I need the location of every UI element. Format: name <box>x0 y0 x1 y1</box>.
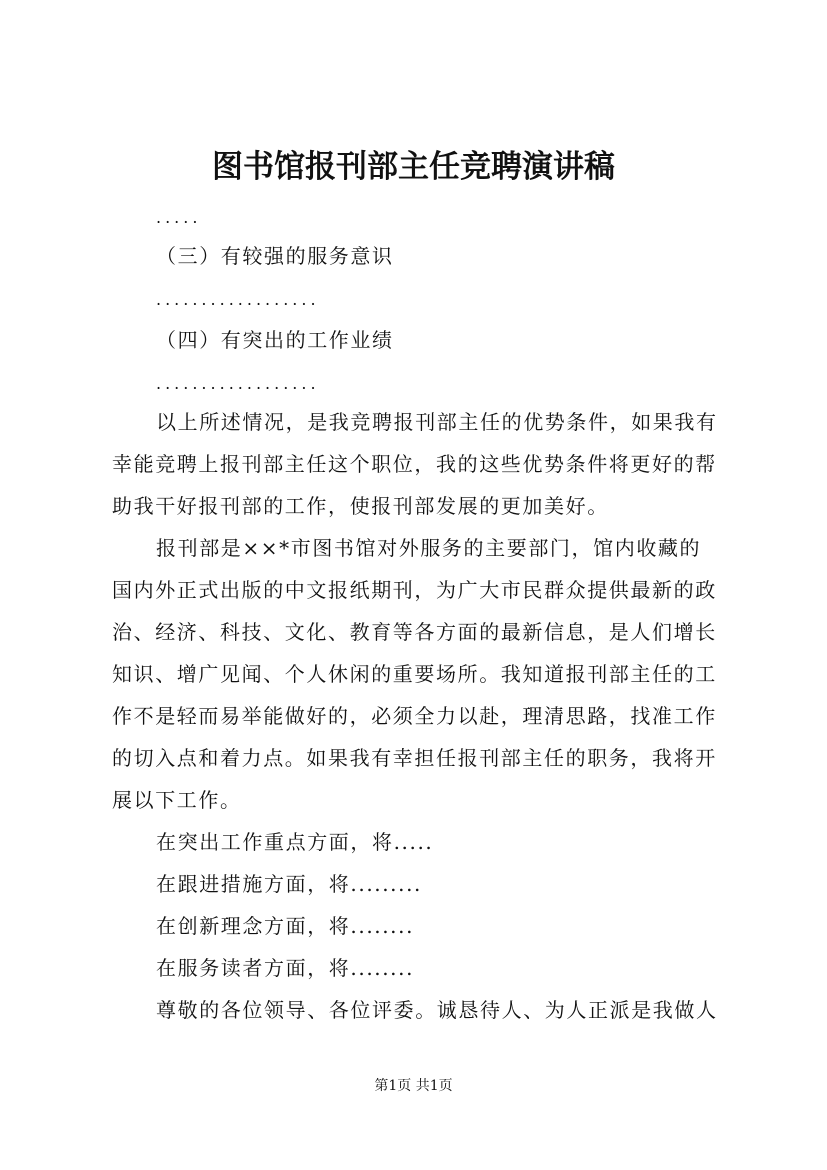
document-title: 图书馆报刊部主任竞聘演讲稿 <box>212 149 615 185</box>
section-heading-3: （三）有较强的服务意识 <box>156 244 394 268</box>
paragraph-line: 作不是轻而易举能做好的，必须全力以赴，理清思路，找准工作 <box>112 704 717 728</box>
paragraph-line: 以上所述情况，是我竞聘报刊部主任的优势条件，如果我有 <box>156 410 718 434</box>
work-item-line: 在突出工作重点方面，将..... <box>156 830 434 854</box>
paragraph-line: 尊敬的各位领导、各位评委。诚恳待人、为人正派是我做人 <box>156 998 718 1022</box>
page-footer: 第1页 共1页 <box>374 1078 453 1094</box>
dots-line: .................. <box>156 290 320 309</box>
paragraph-line: 幸能竞聘上报刊部主任这个职位，我的这些优势条件将更好的帮 <box>112 452 717 476</box>
paragraph-line: 的切入点和着力点。如果我有幸担任报刊部主任的职务，我将开 <box>112 746 717 770</box>
work-item-line: 在跟进措施方面，将......... <box>156 872 423 896</box>
paragraph-line: 助我干好报刊部的工作，使报刊部发展的更加美好。 <box>112 494 609 518</box>
paragraph-line: 知识、增广见闻、个人休闲的重要场所。我知道报刊部主任的工 <box>112 662 717 686</box>
paragraph-line: 治、经济、科技、文化、教育等各方面的最新信息，是人们增长 <box>112 620 717 644</box>
dots-line: ..... <box>156 208 202 227</box>
work-item-line: 在服务读者方面，将........ <box>156 956 415 980</box>
work-item-line: 在创新理念方面，将........ <box>156 914 415 938</box>
dots-line: .................. <box>156 374 320 393</box>
paragraph-line: 报刊部是××*市图书馆对外服务的主要部门，馆内收藏的 <box>156 536 702 560</box>
paragraph-line: 国内外正式出版的中文报纸期刊，为广大市民群众提供最新的政 <box>112 578 717 602</box>
section-heading-4: （四）有突出的工作业绩 <box>156 328 394 352</box>
paragraph-line: 展以下工作。 <box>112 788 242 812</box>
